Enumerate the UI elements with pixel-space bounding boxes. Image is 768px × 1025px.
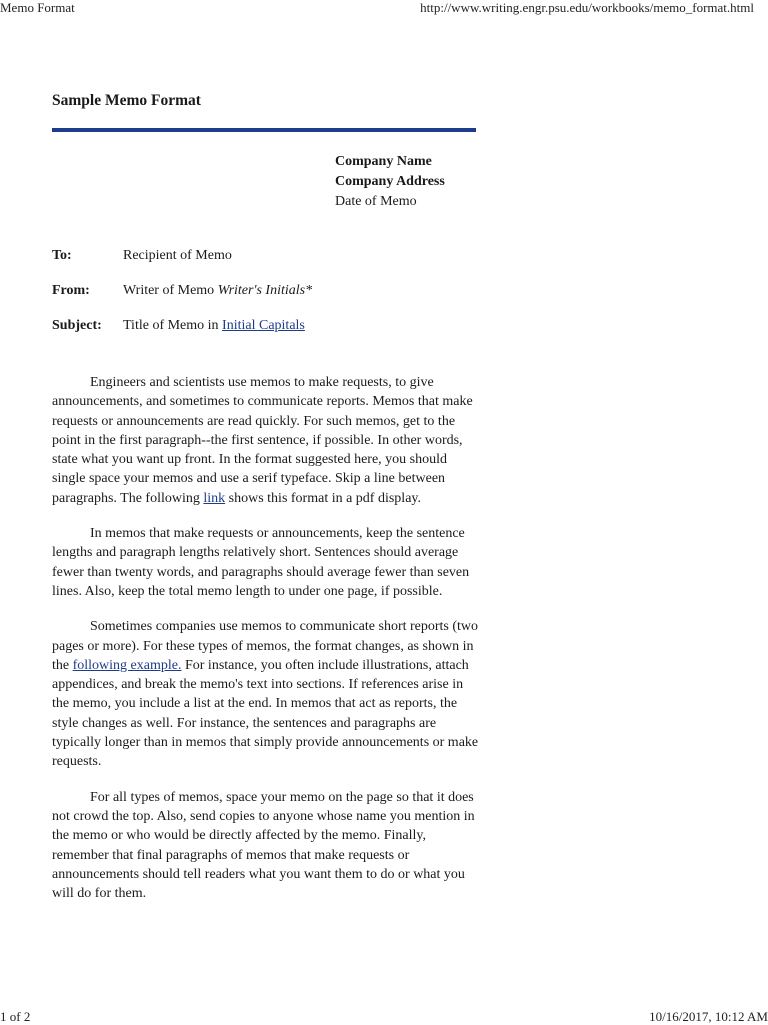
- body-paragraph-2: In memos that make requests or announcements, keep the sentence lengths and paragraph lengths relatively short. Sentences should average fewer than twenty words, and paragraphs should average fewer than seven lines. Also, keep the total memo length to under one page, if possible.: [52, 526, 470, 599]
- following-example-link[interactable]: following example.: [72, 657, 182, 673]
- subject-text: Title of Memo in: [123, 318, 219, 333]
- body-paragraph-3: [52, 617, 482, 771]
- print-timestamp: 10/16/2017, 10:12 AM: [649, 1009, 768, 1024]
- print-page-title: Memo Format: [0, 0, 75, 15]
- sender-block: [335, 152, 445, 212]
- paragraph-1-text: Engineers and scientists use memos to make requests, to give announcements, and sometimes to communicate reports. Memos that make requests or announcements are read quickly. For such memos, get to the point in the first paragraph--the first sentence, if possible. In other words, state what you want up front. In the format suggested here, you should single space your memos and use a serif typeface. Skip a line between paragraphs. The following: [52, 375, 473, 506]
- to-label: To:: [52, 248, 72, 263]
- subject-label: Subject:: [52, 318, 102, 333]
- paragraph-1-tail: shows this format in a pdf display.: [228, 490, 422, 506]
- to-value: Recipient of Memo: [123, 248, 232, 263]
- from-writer: Writer of Memo: [123, 283, 215, 298]
- initial-capitals-link[interactable]: Initial Capitals: [222, 318, 305, 333]
- page-counter: 1 of 2: [0, 1009, 31, 1024]
- memo-heading: Sample Memo Format: [52, 92, 201, 109]
- subject-value: [123, 318, 305, 334]
- memo-body: [52, 373, 482, 919]
- from-value: [123, 283, 312, 299]
- from-initials: Writer's Initials*: [217, 283, 313, 298]
- body-paragraph-4: For all types of memos, space your memo on the page so that it does not crowd the top. Also, send copies to anyone whose name you mention in the memo or who would be directly affected by the memo. Finally, remember that final paragraphs of memos that make requests or announcements should tell readers what you want them to do or what you will do for them.: [52, 789, 475, 902]
- pdf-format-link[interactable]: link: [203, 490, 226, 506]
- from-label: From:: [52, 283, 90, 298]
- body-paragraph-1: [52, 373, 482, 508]
- company-address: Company Address: [335, 174, 445, 189]
- print-page-url: http://www.writing.engr.psu.edu/workbooks/memo_format.html: [420, 0, 754, 15]
- company-name: Company Name: [335, 154, 432, 169]
- memo-document: [52, 90, 479, 902]
- memo-date: Date of Memo: [335, 194, 417, 209]
- paragraph-3-text: Sometimes companies use memos to communicate short reports (two pages or more). For these types of memos, the format changes, as shown in the: [52, 619, 479, 673]
- paragraph-3-tail: For instance, you often include illustrations, attach appendices, and break the memo's text into sections. If references arise in the memo, you include a list at the end. In memos that act as reports, the style changes as well. For instance, the sentences and paragraphs are typically longer than in memos that simply provide announcements or make requests.: [52, 657, 479, 770]
- heading-divider: [52, 128, 476, 132]
